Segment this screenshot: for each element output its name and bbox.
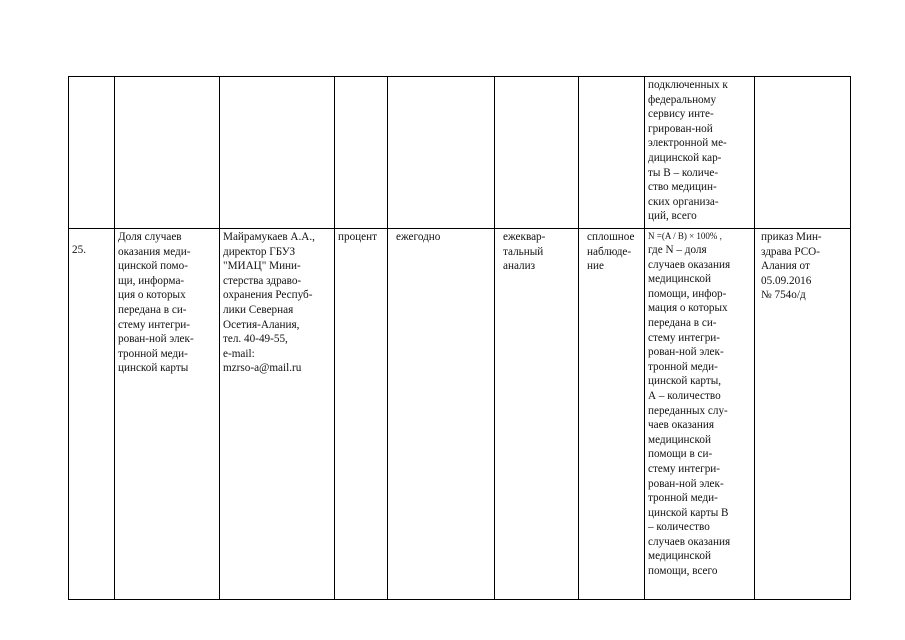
cell-formula: [645, 229, 755, 600]
cell-responsible-empty: [220, 77, 335, 229]
table-row-previous: [69, 77, 851, 229]
cell-unit-empty: [335, 77, 388, 229]
indicator-table: [68, 76, 851, 600]
table-row-25: [69, 229, 851, 600]
cell-responsible: Майрамукаев А.А., директор ГБУЗ "МИАЦ" Мини- стерства здраво- охранения Респуб- лики Северная Осетия-Алания, тел. 40-49-55, e-mail: mzrso-a@mail.ru: [220, 229, 335, 600]
cell-method: сплошное наблюде- ние: [579, 229, 645, 600]
cell-formula-continuation: подключенных к федеральному сервису инте- грирован-ной электронной ме- дицинской кар- ты В – количе- ство медицин- ских организа- ций, всего: [645, 77, 755, 229]
cell-method-empty: [579, 77, 645, 229]
cell-reporting-empty: [495, 77, 579, 229]
cell-unit: процент: [335, 229, 388, 600]
cell-order: приказ Мин- здрава РСО- Алания от 05.09.2016 № 754о/д: [755, 229, 851, 600]
cell-indicator-name: Доля случаев оказания меди- цинской помо- щи, информа- ция о которых передана в си- стему интегри- рован-ной элек- тронной меди- цинской карты: [115, 229, 220, 600]
cell-number-empty: [69, 77, 115, 229]
cell-frequency-empty: [388, 77, 495, 229]
cell-number: 25.: [69, 229, 115, 600]
formula: N =(A / B) × 100% ,: [648, 231, 722, 241]
formula-description: где N – доля случаев оказания медицинской помощи, инфор- мация о которых передана в си- стему интегри- рован-ной элек- тронной меди- цинской карты, А – количество переданных слу- чаев оказания медицинской помощи в си- стему интегри- рован-ной элек- тронной меди- цинской карты В – количество случаев оказания медицинской помощи, всего: [648, 244, 731, 578]
cell-order-empty: [755, 77, 851, 229]
cell-frequency: ежегодно: [388, 229, 495, 600]
cell-reporting: ежеквар- тальный анализ: [495, 229, 579, 600]
cell-name-empty: [115, 77, 220, 229]
